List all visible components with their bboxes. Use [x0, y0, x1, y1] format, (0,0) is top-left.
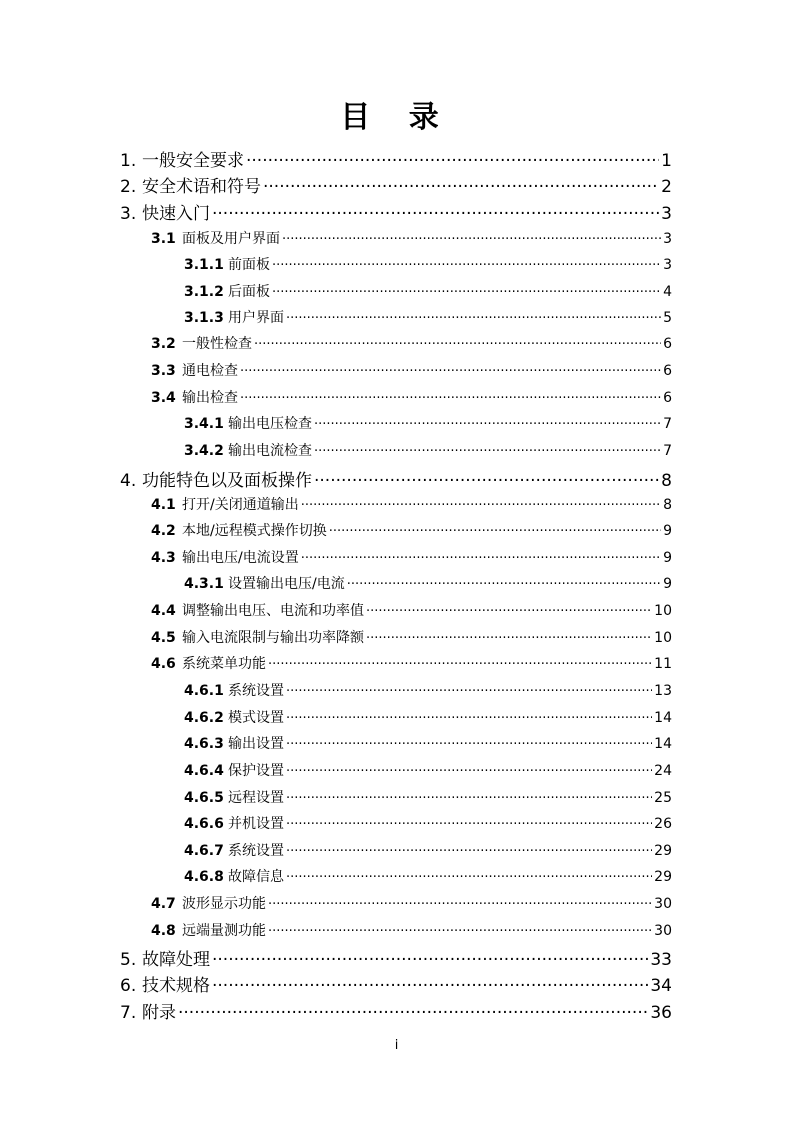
toc-entry-page: 2 — [661, 177, 672, 197]
toc-entry-page: 6 — [663, 363, 672, 379]
dot-leader — [286, 841, 652, 855]
toc-entry-title: 安全术语和符号 — [142, 177, 261, 197]
dot-leader — [286, 761, 652, 775]
dot-leader — [246, 149, 659, 166]
toc-entry-number: 4.6.8 — [184, 869, 224, 885]
toc-entry-number: 6. — [120, 976, 137, 996]
dot-leader — [268, 921, 652, 935]
toc-entry-page: 9 — [663, 523, 672, 539]
toc-entry-number: 4.4 — [151, 603, 176, 619]
toc-entry[interactable] — [151, 600, 672, 620]
toc-entry[interactable] — [184, 281, 672, 301]
toc-entry-page: 9 — [663, 576, 672, 592]
toc-entry-title: 故障处理 — [142, 950, 210, 970]
toc-entry-page: 29 — [654, 843, 672, 859]
toc-entry-page: 3 — [663, 231, 672, 247]
toc-entry-number: 4.6 — [151, 656, 176, 672]
toc-entry[interactable] — [120, 199, 672, 224]
toc-entry-title: 用户界面 — [228, 310, 284, 326]
toc-entry-title: 系统菜单功能 — [182, 656, 266, 672]
toc-entry-number: 4.6.2 — [184, 710, 224, 726]
toc-entry[interactable] — [151, 360, 672, 380]
toc-entry-number: 4.2 — [151, 523, 176, 539]
toc-entry-title: 调整输出电压、电流和功率值 — [182, 603, 364, 619]
toc-entry-number: 3.3 — [151, 363, 176, 379]
dot-leader — [268, 654, 652, 668]
toc-entry[interactable] — [151, 653, 672, 673]
toc-entry-title: 系统设置 — [228, 683, 284, 699]
toc-entry-page: 14 — [654, 736, 672, 752]
toc-entry-title: 面板及用户界面 — [182, 231, 280, 247]
dot-leader — [366, 601, 652, 615]
dot-leader — [286, 708, 652, 722]
toc-entry-number: 3.1 — [151, 231, 176, 247]
toc-entry[interactable] — [151, 547, 672, 567]
dot-leader — [240, 361, 661, 375]
toc-entry[interactable] — [120, 998, 672, 1023]
toc-entry[interactable] — [184, 413, 672, 433]
dot-leader — [240, 388, 661, 402]
toc-entry-number: 4.6.4 — [184, 763, 224, 779]
toc-entry-number: 4. — [120, 471, 137, 491]
toc-entry-page: 3 — [663, 257, 672, 273]
toc-entry-number: 4.6.5 — [184, 790, 224, 806]
toc-entry[interactable] — [184, 813, 672, 833]
toc-entry[interactable] — [151, 627, 672, 647]
toc-entry-title: 附录 — [142, 1003, 176, 1023]
dot-leader — [314, 414, 661, 428]
toc-entry-title: 一般安全要求 — [142, 151, 244, 171]
toc-entry-page: 10 — [654, 630, 672, 646]
toc-entry-number: 4.6.1 — [184, 683, 224, 699]
toc-entry-page: 3 — [661, 204, 672, 224]
toc-entry-title: 保护设置 — [228, 763, 284, 779]
toc-entry-page: 25 — [654, 790, 672, 806]
toc-entry-title: 输出设置 — [228, 736, 284, 752]
toc-entry-number: 3.4.2 — [184, 443, 224, 459]
toc-entry-number: 4.6.6 — [184, 816, 224, 832]
toc-entry-page: 29 — [654, 869, 672, 885]
toc-entry[interactable] — [151, 893, 672, 913]
toc-entry-number: 3.4.1 — [184, 416, 224, 432]
toc-entry-title: 通电检查 — [182, 363, 238, 379]
toc-entry[interactable] — [151, 333, 672, 353]
toc-entry-number: 4.1 — [151, 497, 176, 513]
toc-entry-title: 打开/关闭通道输出 — [182, 497, 299, 513]
dot-leader — [329, 521, 661, 535]
toc-entry-page: 26 — [654, 816, 672, 832]
toc-entry[interactable] — [120, 172, 672, 197]
toc-entry-title: 功能特色以及面板操作 — [142, 471, 312, 491]
toc-entry-number: 3.2 — [151, 336, 176, 352]
toc-entry-page: 7 — [663, 443, 672, 459]
dot-leader — [272, 282, 661, 296]
toc-entry-title: 设置输出电压/电流 — [228, 576, 345, 592]
toc-entry[interactable] — [120, 146, 672, 171]
dot-leader — [286, 814, 652, 828]
dot-leader — [314, 469, 659, 486]
toc-entry-page: 7 — [663, 416, 672, 432]
toc-entry[interactable] — [184, 866, 672, 886]
toc-entry[interactable] — [184, 787, 672, 807]
toc-entry[interactable] — [151, 387, 672, 407]
toc-entry[interactable] — [151, 494, 672, 514]
toc-entry-page: 6 — [663, 336, 672, 352]
dot-leader — [263, 175, 659, 192]
toc-entry-page: 30 — [654, 923, 672, 939]
toc-entry-number: 4.5 — [151, 630, 176, 646]
dot-leader — [347, 574, 661, 588]
toc-entry[interactable] — [184, 840, 672, 860]
toc-entry-number: 4.3 — [151, 550, 176, 566]
toc-entry-title: 波形显示功能 — [182, 896, 266, 912]
dot-leader — [178, 1001, 648, 1018]
toc-entry-number: 2. — [120, 177, 137, 197]
toc-entry-title: 后面板 — [228, 284, 270, 300]
toc-entry-title: 前面板 — [228, 257, 270, 273]
toc-entry-page: 10 — [654, 603, 672, 619]
toc-entry-title: 远程设置 — [228, 790, 284, 806]
toc-entry[interactable] — [184, 707, 672, 727]
toc-entry[interactable] — [184, 573, 672, 593]
toc-entry[interactable] — [184, 733, 672, 753]
toc-entry[interactable] — [151, 920, 672, 940]
toc-entry[interactable] — [184, 760, 672, 780]
toc-entry-number: 3.1.2 — [184, 284, 224, 300]
toc-entry[interactable] — [120, 945, 672, 970]
dot-leader — [282, 229, 661, 243]
toc-entry-title: 故障信息 — [228, 869, 284, 885]
toc-entry-number: 1. — [120, 151, 137, 171]
toc-entry-page: 8 — [663, 497, 672, 513]
toc-entry-number: 4.6.3 — [184, 736, 224, 752]
toc-entry-title: 本地/远程模式操作切换 — [182, 523, 327, 539]
toc-entry[interactable] — [184, 307, 672, 327]
toc-entry-number: 5. — [120, 950, 137, 970]
toc-entry-page: 11 — [654, 656, 672, 672]
dot-leader — [286, 308, 661, 322]
toc-entry-title: 输出电压检查 — [228, 416, 312, 432]
dot-leader — [254, 334, 661, 348]
page-number-footer: i — [394, 1038, 399, 1053]
toc-entry-page: 6 — [663, 390, 672, 406]
dot-leader — [301, 548, 661, 562]
toc-entry[interactable] — [184, 680, 672, 700]
toc-entry-page: 8 — [661, 471, 672, 491]
dot-leader — [212, 948, 648, 965]
toc-entry-number: 4.6.7 — [184, 843, 224, 859]
dot-leader — [268, 894, 652, 908]
toc-entry[interactable] — [120, 466, 672, 491]
toc-entry-title: 一般性检查 — [182, 336, 252, 352]
toc-entry-title: 输入电流限制与输出功率降额 — [182, 630, 364, 646]
toc-entry-page: 14 — [654, 710, 672, 726]
toc-entry-number: 3. — [120, 204, 137, 224]
toc-entry-title: 输出电流检查 — [228, 443, 312, 459]
toc-entry-page: 1 — [661, 151, 672, 171]
toc-entry-number: 3.1.1 — [184, 257, 224, 273]
toc-entry-title: 系统设置 — [228, 843, 284, 859]
toc-entry[interactable] — [151, 228, 672, 248]
toc-entry-title: 输出检查 — [182, 390, 238, 406]
dot-leader — [286, 681, 652, 695]
dot-leader — [212, 202, 659, 219]
toc-entry-number: 3.1.3 — [184, 310, 224, 326]
toc-entry-title: 技术规格 — [142, 976, 210, 996]
dot-leader — [286, 867, 652, 881]
toc-entry-number: 4.8 — [151, 923, 176, 939]
dot-leader — [286, 734, 652, 748]
toc-entry-page: 24 — [654, 763, 672, 779]
toc-entry-title: 快速入门 — [142, 204, 210, 224]
dot-leader — [301, 495, 661, 509]
toc-entry-number: 4.7 — [151, 896, 176, 912]
toc-entry[interactable] — [184, 254, 672, 274]
toc-entry-page: 9 — [663, 550, 672, 566]
dot-leader — [314, 441, 661, 455]
dot-leader — [212, 974, 648, 991]
toc-entry-title: 输出电压/电流设置 — [182, 550, 299, 566]
toc-entry-title: 模式设置 — [228, 710, 284, 726]
toc-entry-number: 3.4 — [151, 390, 176, 406]
toc-entry-page: 4 — [663, 284, 672, 300]
toc-entry-number: 4.3.1 — [184, 576, 224, 592]
toc-entry-page: 5 — [663, 310, 672, 326]
toc-entry-title: 并机设置 — [228, 816, 284, 832]
toc-entry-title: 远端量测功能 — [182, 923, 266, 939]
toc-entry[interactable] — [184, 440, 672, 460]
toc-entry-number: 7. — [120, 1003, 137, 1023]
toc-entry-page: 34 — [650, 976, 672, 996]
toc-title: 目 录 — [340, 100, 453, 135]
toc-entry[interactable] — [120, 971, 672, 996]
dot-leader — [286, 788, 652, 802]
toc-entry-page: 33 — [650, 950, 672, 970]
dot-leader — [272, 255, 661, 269]
toc-entry-page: 30 — [654, 896, 672, 912]
toc-entry-page: 13 — [654, 683, 672, 699]
dot-leader — [366, 628, 652, 642]
toc-entry[interactable] — [151, 520, 672, 540]
toc-entry-page: 36 — [650, 1003, 672, 1023]
